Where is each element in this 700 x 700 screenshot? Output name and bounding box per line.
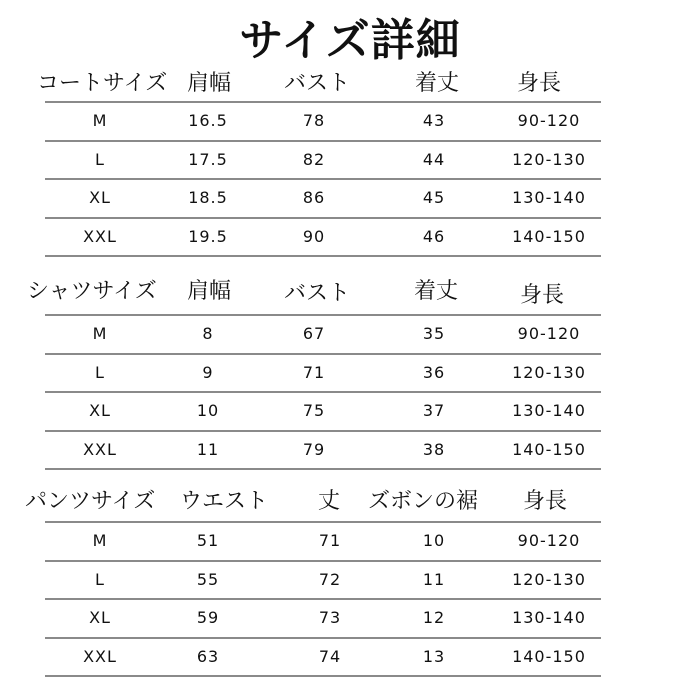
size-cell: XL (89, 401, 111, 420)
size-cell: M (92, 531, 108, 550)
size-cell: XXL (83, 439, 117, 459)
table-row (45, 639, 601, 678)
pants-header-waist: ウエスト (180, 489, 269, 514)
hem-cell: 10 (422, 531, 446, 550)
length-cell: 46 (422, 226, 446, 246)
pants-header-height: 身長 (523, 489, 568, 514)
height-cell: 120-130 (512, 362, 586, 382)
table-row (45, 355, 601, 394)
size-cell: L (95, 149, 105, 169)
coat-header-size: コートサイズ (37, 71, 168, 96)
coat-header-height: 身長 (517, 71, 562, 96)
shoulder-cell: 8 (202, 324, 214, 343)
shirt-header-shoulder: 肩幅 (187, 279, 232, 304)
bust-cell: 86 (302, 188, 326, 207)
bust-cell: 79 (302, 439, 326, 459)
height-cell: 140-150 (512, 226, 586, 246)
bust-cell: 71 (302, 362, 326, 382)
length-cell: 36 (422, 362, 446, 382)
coat-header-shoulder: 肩幅 (187, 71, 232, 96)
shoulder-cell: 10 (196, 401, 220, 420)
height-cell: 140-150 (512, 439, 586, 459)
bust-cell: 67 (302, 324, 326, 343)
bust-cell: 75 (302, 401, 326, 420)
shirt-header-length: 着丈 (414, 279, 459, 304)
length-cell: 37 (422, 401, 446, 420)
size-cell: XL (89, 188, 111, 207)
table-row (45, 393, 601, 432)
waist-cell: 51 (196, 531, 220, 550)
length-cell: 73 (318, 608, 342, 627)
waist-cell: 55 (196, 569, 220, 589)
length-cell: 35 (422, 324, 446, 343)
table-row (45, 600, 601, 639)
shoulder-cell: 16.5 (188, 111, 228, 130)
height-cell: 120-130 (512, 149, 586, 169)
size-cell: M (92, 111, 108, 130)
shoulder-cell: 9 (202, 362, 214, 382)
size-cell: XXL (83, 646, 117, 666)
length-cell: 45 (422, 188, 446, 207)
shoulder-cell: 11 (196, 439, 220, 459)
size-cell: XL (89, 608, 111, 627)
height-cell: 140-150 (512, 646, 586, 666)
bust-cell: 90 (302, 226, 326, 246)
page-title: サイズ詳細 (239, 15, 461, 66)
height-cell: 90-120 (517, 111, 581, 130)
length-cell: 44 (422, 149, 446, 169)
shoulder-cell: 18.5 (188, 188, 228, 207)
waist-cell: 63 (196, 646, 220, 666)
coat-header-length: 着丈 (415, 71, 460, 96)
table-row (45, 101, 601, 142)
hem-cell: 13 (422, 646, 446, 666)
shirt-header-bust: バスト (284, 281, 351, 306)
hem-cell: 11 (422, 569, 446, 589)
length-cell: 72 (318, 569, 342, 589)
size-cell: L (95, 569, 105, 589)
height-cell: 120-130 (512, 569, 586, 589)
table-row (45, 314, 601, 355)
length-cell: 74 (318, 646, 342, 666)
size-cell: XXL (83, 226, 117, 246)
size-cell: M (92, 324, 108, 343)
length-cell: 43 (422, 111, 446, 130)
table-row (45, 562, 601, 601)
height-cell: 130-140 (512, 188, 586, 207)
hem-cell: 12 (422, 608, 446, 627)
table-row (45, 432, 601, 471)
height-cell: 130-140 (512, 608, 586, 627)
table-row (45, 219, 601, 258)
pants-header-size: パンツサイズ (25, 489, 156, 514)
shirt-header-height: 身長 (520, 283, 565, 308)
height-cell: 130-140 (512, 401, 586, 420)
pants-header-hem: ズボンの裾 (368, 489, 479, 514)
table-row (45, 142, 601, 181)
table-row (45, 521, 601, 562)
size-cell: L (95, 362, 105, 382)
shirt-header-size: シャツサイズ (27, 279, 157, 304)
height-cell: 90-120 (517, 531, 581, 550)
bust-cell: 82 (302, 149, 326, 169)
coat-header-bust: バスト (284, 71, 351, 96)
pants-header-length: 丈 (318, 489, 341, 514)
height-cell: 90-120 (517, 324, 581, 343)
shoulder-cell: 17.5 (188, 149, 228, 169)
length-cell: 71 (318, 531, 342, 550)
waist-cell: 59 (196, 608, 220, 627)
bust-cell: 78 (302, 111, 326, 130)
table-row (45, 180, 601, 219)
shoulder-cell: 19.5 (188, 226, 228, 246)
length-cell: 38 (422, 439, 446, 459)
